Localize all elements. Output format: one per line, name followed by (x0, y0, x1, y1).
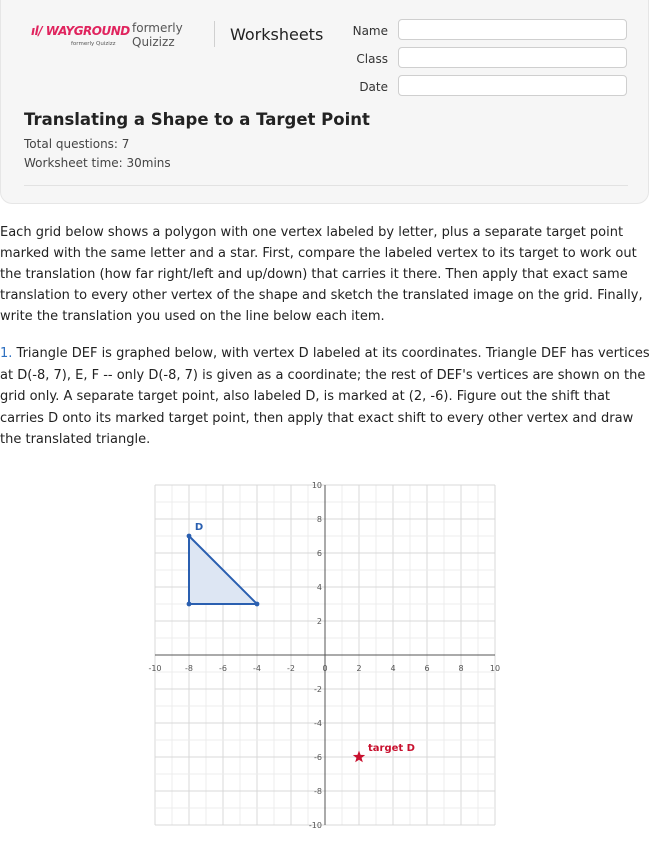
y-tick-label: 4 (316, 583, 322, 592)
worksheet-title: Translating a Shape to a Target Point (24, 110, 370, 129)
name-label: Name (352, 24, 388, 38)
class-label: Class (356, 52, 388, 66)
logo-text: WAYGROUND (45, 24, 130, 38)
y-tick-label: -8 (314, 787, 322, 796)
x-tick-label: 8 (458, 664, 464, 673)
x-tick-label: 6 (424, 664, 430, 673)
formerly-quizizz-text: formerly Quizizz (132, 21, 183, 49)
triangle-vertex-point (187, 534, 192, 539)
x-tick-label: 10 (489, 664, 501, 673)
target-d-label: target D (368, 743, 415, 754)
question-1 (0, 343, 650, 451)
date-field[interactable] (398, 75, 627, 96)
y-tick-label: 10 (311, 481, 322, 490)
logo-subtext: formerly Quizizz (71, 41, 116, 47)
x-tick-label: -10 (148, 664, 162, 673)
y-tick-label: 8 (316, 515, 322, 524)
x-tick-label: 4 (390, 664, 396, 673)
question-number: 1. (0, 346, 13, 361)
worksheet-time: Worksheet time: 30mins (24, 156, 171, 170)
header-rule (24, 185, 628, 186)
class-field[interactable] (398, 47, 627, 68)
y-tick-label: -6 (314, 753, 322, 762)
x-tick-label: 0 (322, 664, 328, 673)
x-tick-label: -8 (185, 664, 193, 673)
y-tick-label: 6 (316, 549, 322, 558)
vertex-d-label: D (194, 522, 204, 533)
x-tick-label: 2 (356, 664, 362, 673)
name-field[interactable] (398, 19, 627, 40)
header-divider (214, 21, 215, 47)
date-label: Date (359, 80, 388, 94)
wayground-logo (31, 24, 130, 47)
worksheets-label: Worksheets (230, 25, 324, 44)
y-tick-label: -2 (314, 685, 322, 694)
worksheet-header (0, 0, 649, 204)
y-tick-label: 2 (316, 617, 322, 626)
x-tick-label: -4 (253, 664, 261, 673)
logo-icon: ıl/ (31, 24, 43, 38)
x-tick-label: -6 (219, 664, 227, 673)
total-questions: Total questions: 7 (24, 137, 130, 151)
coordinate-grid-chart (145, 478, 505, 838)
y-tick-label: -10 (308, 821, 322, 830)
y-tick-label: -4 (314, 719, 322, 728)
triangle-vertex-point (255, 602, 260, 607)
logo-wordmark (31, 24, 130, 38)
question-text: Triangle DEF is graphed below, with vertex D labeled at its coordinates. Triangle DEF has vertices at D(-8, 7), E, F -- only D(-8, 7) is given as a coordinate; the rest of DEF's vertices are shown on the grid only. A separate target point, also labeled D, is marked at (2, -6). Figure out the shift that carries D onto its marked target point, then apply that exact shift to every other vertex and draw the translated triangle. (0, 346, 650, 447)
instructions-paragraph: Each grid below shows a polygon with one vertex labeled by letter, plus a separate target point marked with the same letter and a star. First, compare the labeled vertex to its target to work out the translation (how far right/left and up/down) that carries it there. Then apply that exact same translation to every other vertex of the shape and sketch the translated image on the grid. Finally, write the translation you used on the line below each item. (0, 225, 643, 324)
triangle-vertex-point (187, 602, 192, 607)
x-tick-label: -2 (287, 664, 295, 673)
